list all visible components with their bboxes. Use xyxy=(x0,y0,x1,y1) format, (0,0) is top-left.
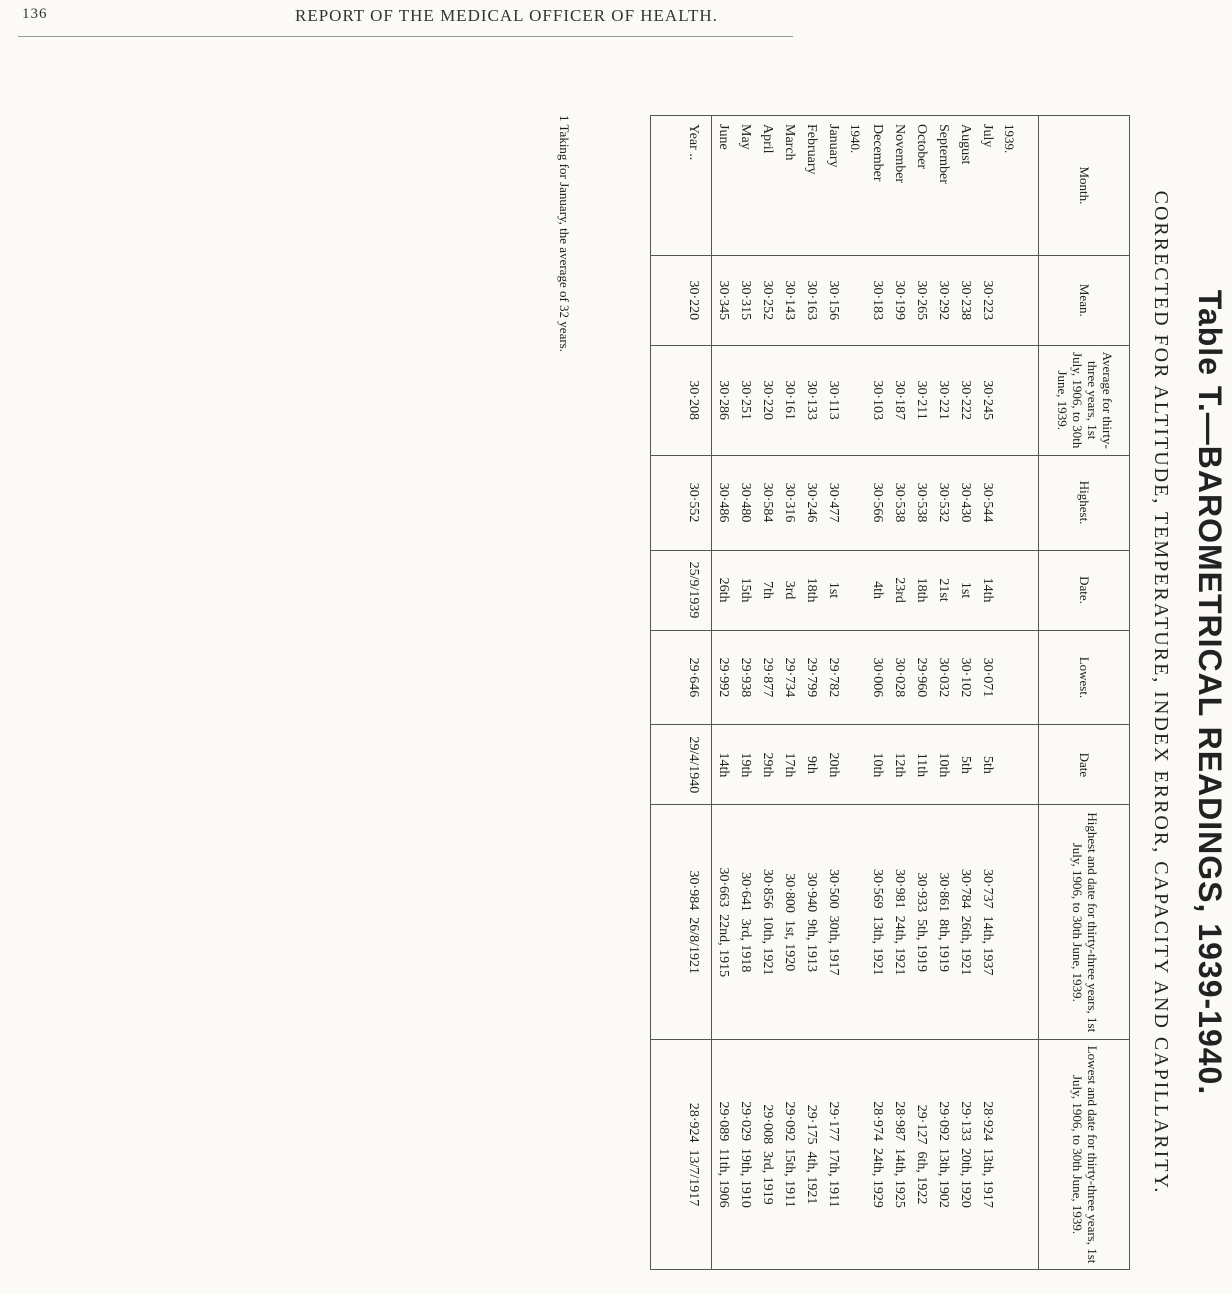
value: 29·008 3rd, 1919 xyxy=(760,1104,775,1205)
value: 30·133 xyxy=(804,380,819,421)
value: 28·924 13th, 1917 xyxy=(980,1101,995,1208)
value: 30·102 xyxy=(958,657,973,698)
value: 30·430 xyxy=(958,482,973,523)
value: 30·345 xyxy=(716,280,731,321)
month-label: August xyxy=(958,124,973,165)
month-label: December xyxy=(870,124,885,182)
col-record-lowest: Lowest and date for thirty-three years, 1st July, 1906, to 30th June, 1939. xyxy=(1039,1040,1130,1270)
value: 1st xyxy=(958,581,973,599)
value: 21st xyxy=(936,578,951,602)
value: 30·569 13th, 1921 xyxy=(870,868,885,976)
value: 30·071 xyxy=(980,657,995,698)
value: 30·480 xyxy=(738,482,753,523)
month-label: July xyxy=(980,124,995,148)
month-cell xyxy=(712,116,1039,256)
value: 30·211 xyxy=(914,380,929,420)
value: 30·315 xyxy=(738,280,753,321)
value: 30·028 xyxy=(892,657,907,698)
value: 29·782 xyxy=(826,657,841,698)
value: 30·221 xyxy=(936,380,951,421)
month-label: June xyxy=(716,124,731,150)
col-lowest-date: Date xyxy=(1039,725,1130,805)
value: 30·156 xyxy=(826,280,841,321)
year-record-lowest: 28·924 13/7/1917 xyxy=(651,1040,712,1270)
value: 30·223 xyxy=(980,280,995,321)
value: 30·641 3rd, 1918 xyxy=(738,872,753,973)
value: 29·092 13th, 1902 xyxy=(936,1101,951,1208)
value: 30·532 xyxy=(936,482,951,523)
value: 30·220 xyxy=(760,380,775,421)
value: 23rd xyxy=(892,577,907,603)
value: 30·103 xyxy=(870,380,885,421)
month-label: November xyxy=(892,124,907,184)
value: 10th xyxy=(936,752,951,778)
value: 30·737 14th, 1937 xyxy=(980,868,995,976)
year-record-highest: 30·984 26/8/1921 xyxy=(651,805,712,1040)
value: 30·538 xyxy=(914,482,929,523)
barometer-table xyxy=(650,115,1130,1270)
footnote: 1 Taking for January, the average of 32 years. xyxy=(557,115,572,352)
value: 30·566 xyxy=(870,482,885,523)
month-label: January xyxy=(826,124,841,168)
value: 20th xyxy=(826,752,841,778)
value: 29·175 4th, 1921 xyxy=(804,1104,819,1205)
value: 30·861 8th, 1919 xyxy=(936,872,951,973)
value: 30·784 26th, 1921 xyxy=(958,868,973,976)
month-label: February xyxy=(804,124,819,175)
col-average: Average for thirty-three years, 1st July, 1906, to 30th June, 1939. xyxy=(1039,345,1130,455)
value: 14th xyxy=(716,752,731,778)
value: 9th xyxy=(804,755,819,774)
value: 30·163 xyxy=(804,280,819,321)
year-highest-date: 25/9/1939 xyxy=(651,550,712,630)
value: 28·987 14th, 1925 xyxy=(892,1101,907,1208)
table-subtitle: CORRECTED FOR ALTITUDE, TEMPERATURE, INDEX ERROR, CAPACITY AND CAPILLARITY. xyxy=(1150,190,1172,1195)
value: 30·183 xyxy=(870,280,885,321)
year-lowest: 29·646 xyxy=(651,630,712,725)
year-total-row xyxy=(651,116,712,1270)
value: 1st xyxy=(826,581,841,599)
value: 29·092 15th, 1911 xyxy=(782,1101,797,1208)
value: 30·245 xyxy=(980,380,995,421)
value: 29·877 xyxy=(760,657,775,698)
value: 29·734 xyxy=(782,657,797,698)
month-label: September xyxy=(936,124,951,184)
month-label: May xyxy=(738,124,753,150)
year-label: Year .. xyxy=(651,116,712,256)
value: 30·292 xyxy=(936,280,951,321)
header-rule xyxy=(18,36,793,37)
year-highest: 30·552 xyxy=(651,455,712,550)
value: 30·161 xyxy=(782,380,797,421)
value: 29·177 17th, 1911 xyxy=(826,1101,841,1208)
value: 14th xyxy=(980,577,995,603)
value: 29·799 xyxy=(804,657,819,698)
value: 29·960 xyxy=(914,657,929,698)
value: 4th xyxy=(870,581,885,599)
rotated-table-page xyxy=(531,115,1232,1270)
record-highest-cell xyxy=(712,805,1039,1040)
value: 18th xyxy=(804,577,819,603)
page-header xyxy=(0,0,801,40)
value: 5th xyxy=(958,755,973,774)
value: 7th xyxy=(760,581,775,599)
lowest-cell xyxy=(712,630,1039,725)
col-highest: Highest. xyxy=(1039,455,1130,550)
value: 30·981 24th, 1921 xyxy=(892,868,907,976)
value: 19th xyxy=(738,752,753,778)
value: 30·113 xyxy=(826,380,841,420)
value: 3rd xyxy=(782,580,797,600)
value: 30·933 5th, 1919 xyxy=(914,872,929,973)
month-label: April xyxy=(760,124,775,154)
value: 30·222 xyxy=(958,380,973,421)
value: 30·584 xyxy=(760,482,775,523)
value: 30·500 30th, 1917 xyxy=(826,868,841,976)
value: 15th xyxy=(738,577,753,603)
value: 30·286 xyxy=(716,380,731,421)
value: 29·992 xyxy=(716,657,731,698)
value: 30·265 xyxy=(914,280,929,321)
month-label: October xyxy=(914,124,929,170)
value: 29·133 20th, 1920 xyxy=(958,1101,973,1208)
half-year-row xyxy=(712,116,1039,1270)
value: 30·856 10th, 1921 xyxy=(760,868,775,976)
col-mean: Mean. xyxy=(1039,255,1130,345)
value: 18th xyxy=(914,577,929,603)
year-lowest-date: 29/4/1940 xyxy=(651,725,712,805)
value: 30·940 9th, 1913 xyxy=(804,872,819,973)
value: 30·477 xyxy=(826,482,841,523)
value: 29·938 xyxy=(738,657,753,698)
mean-cell xyxy=(712,255,1039,345)
value: 30·800 1st, 1920 xyxy=(782,873,797,972)
highest-date-cell xyxy=(712,550,1039,630)
value: 10th xyxy=(870,752,885,778)
value: 30·246 xyxy=(804,482,819,523)
value: 28·974 24th, 1929 xyxy=(870,1101,885,1208)
value: 12th xyxy=(892,752,907,778)
year-label: 1940. xyxy=(848,124,863,154)
value: 30·006 xyxy=(870,657,885,698)
lowest-date-cell xyxy=(712,725,1039,805)
value: 29·089 11th, 1906 xyxy=(716,1101,731,1208)
col-record-highest: Highest and date for thirty-three years, 1st July, 1906, to 30th June, 1939. xyxy=(1039,805,1130,1040)
value: 30·032 xyxy=(936,657,951,698)
year-mean: 30·220 xyxy=(651,255,712,345)
header-row xyxy=(1039,116,1130,1270)
page-number: 136 xyxy=(22,6,48,22)
value: 29th xyxy=(760,752,775,778)
value: 30·538 xyxy=(892,482,907,523)
average-cell xyxy=(712,345,1039,455)
highest-cell xyxy=(712,455,1039,550)
value: 29·029 19th, 1910 xyxy=(738,1101,753,1208)
value: 30·544 xyxy=(980,482,995,523)
value: 30·316 xyxy=(782,482,797,523)
value: 30·252 xyxy=(760,280,775,321)
month-label: March xyxy=(782,124,797,161)
value: 30·143 xyxy=(782,280,797,321)
value: 11th xyxy=(914,752,929,778)
col-month: Month. xyxy=(1039,116,1130,256)
value: 30·199 xyxy=(892,280,907,321)
record-lowest-cell xyxy=(712,1040,1039,1270)
year-label: 1939. xyxy=(1002,124,1017,154)
col-highest-date: Date. xyxy=(1039,550,1130,630)
value: 30·187 xyxy=(892,380,907,421)
running-title: REPORT OF THE MEDICAL OFFICER OF HEALTH. xyxy=(295,6,718,25)
value: 30·251 xyxy=(738,380,753,421)
year-average: 30·208 xyxy=(651,345,712,455)
table-title: Table T.—BAROMETRICAL READINGS, 1939-1940. xyxy=(1192,289,1228,1096)
value: 17th xyxy=(782,752,797,778)
value: 5th xyxy=(980,755,995,774)
value: 29·127 6th, 1922 xyxy=(914,1104,929,1205)
col-lowest: Lowest. xyxy=(1039,630,1130,725)
value: 30·486 xyxy=(716,482,731,523)
value: 26th xyxy=(716,577,731,603)
value: 30·238 xyxy=(958,280,973,321)
value: 30·663 22nd, 1915 xyxy=(716,867,731,978)
